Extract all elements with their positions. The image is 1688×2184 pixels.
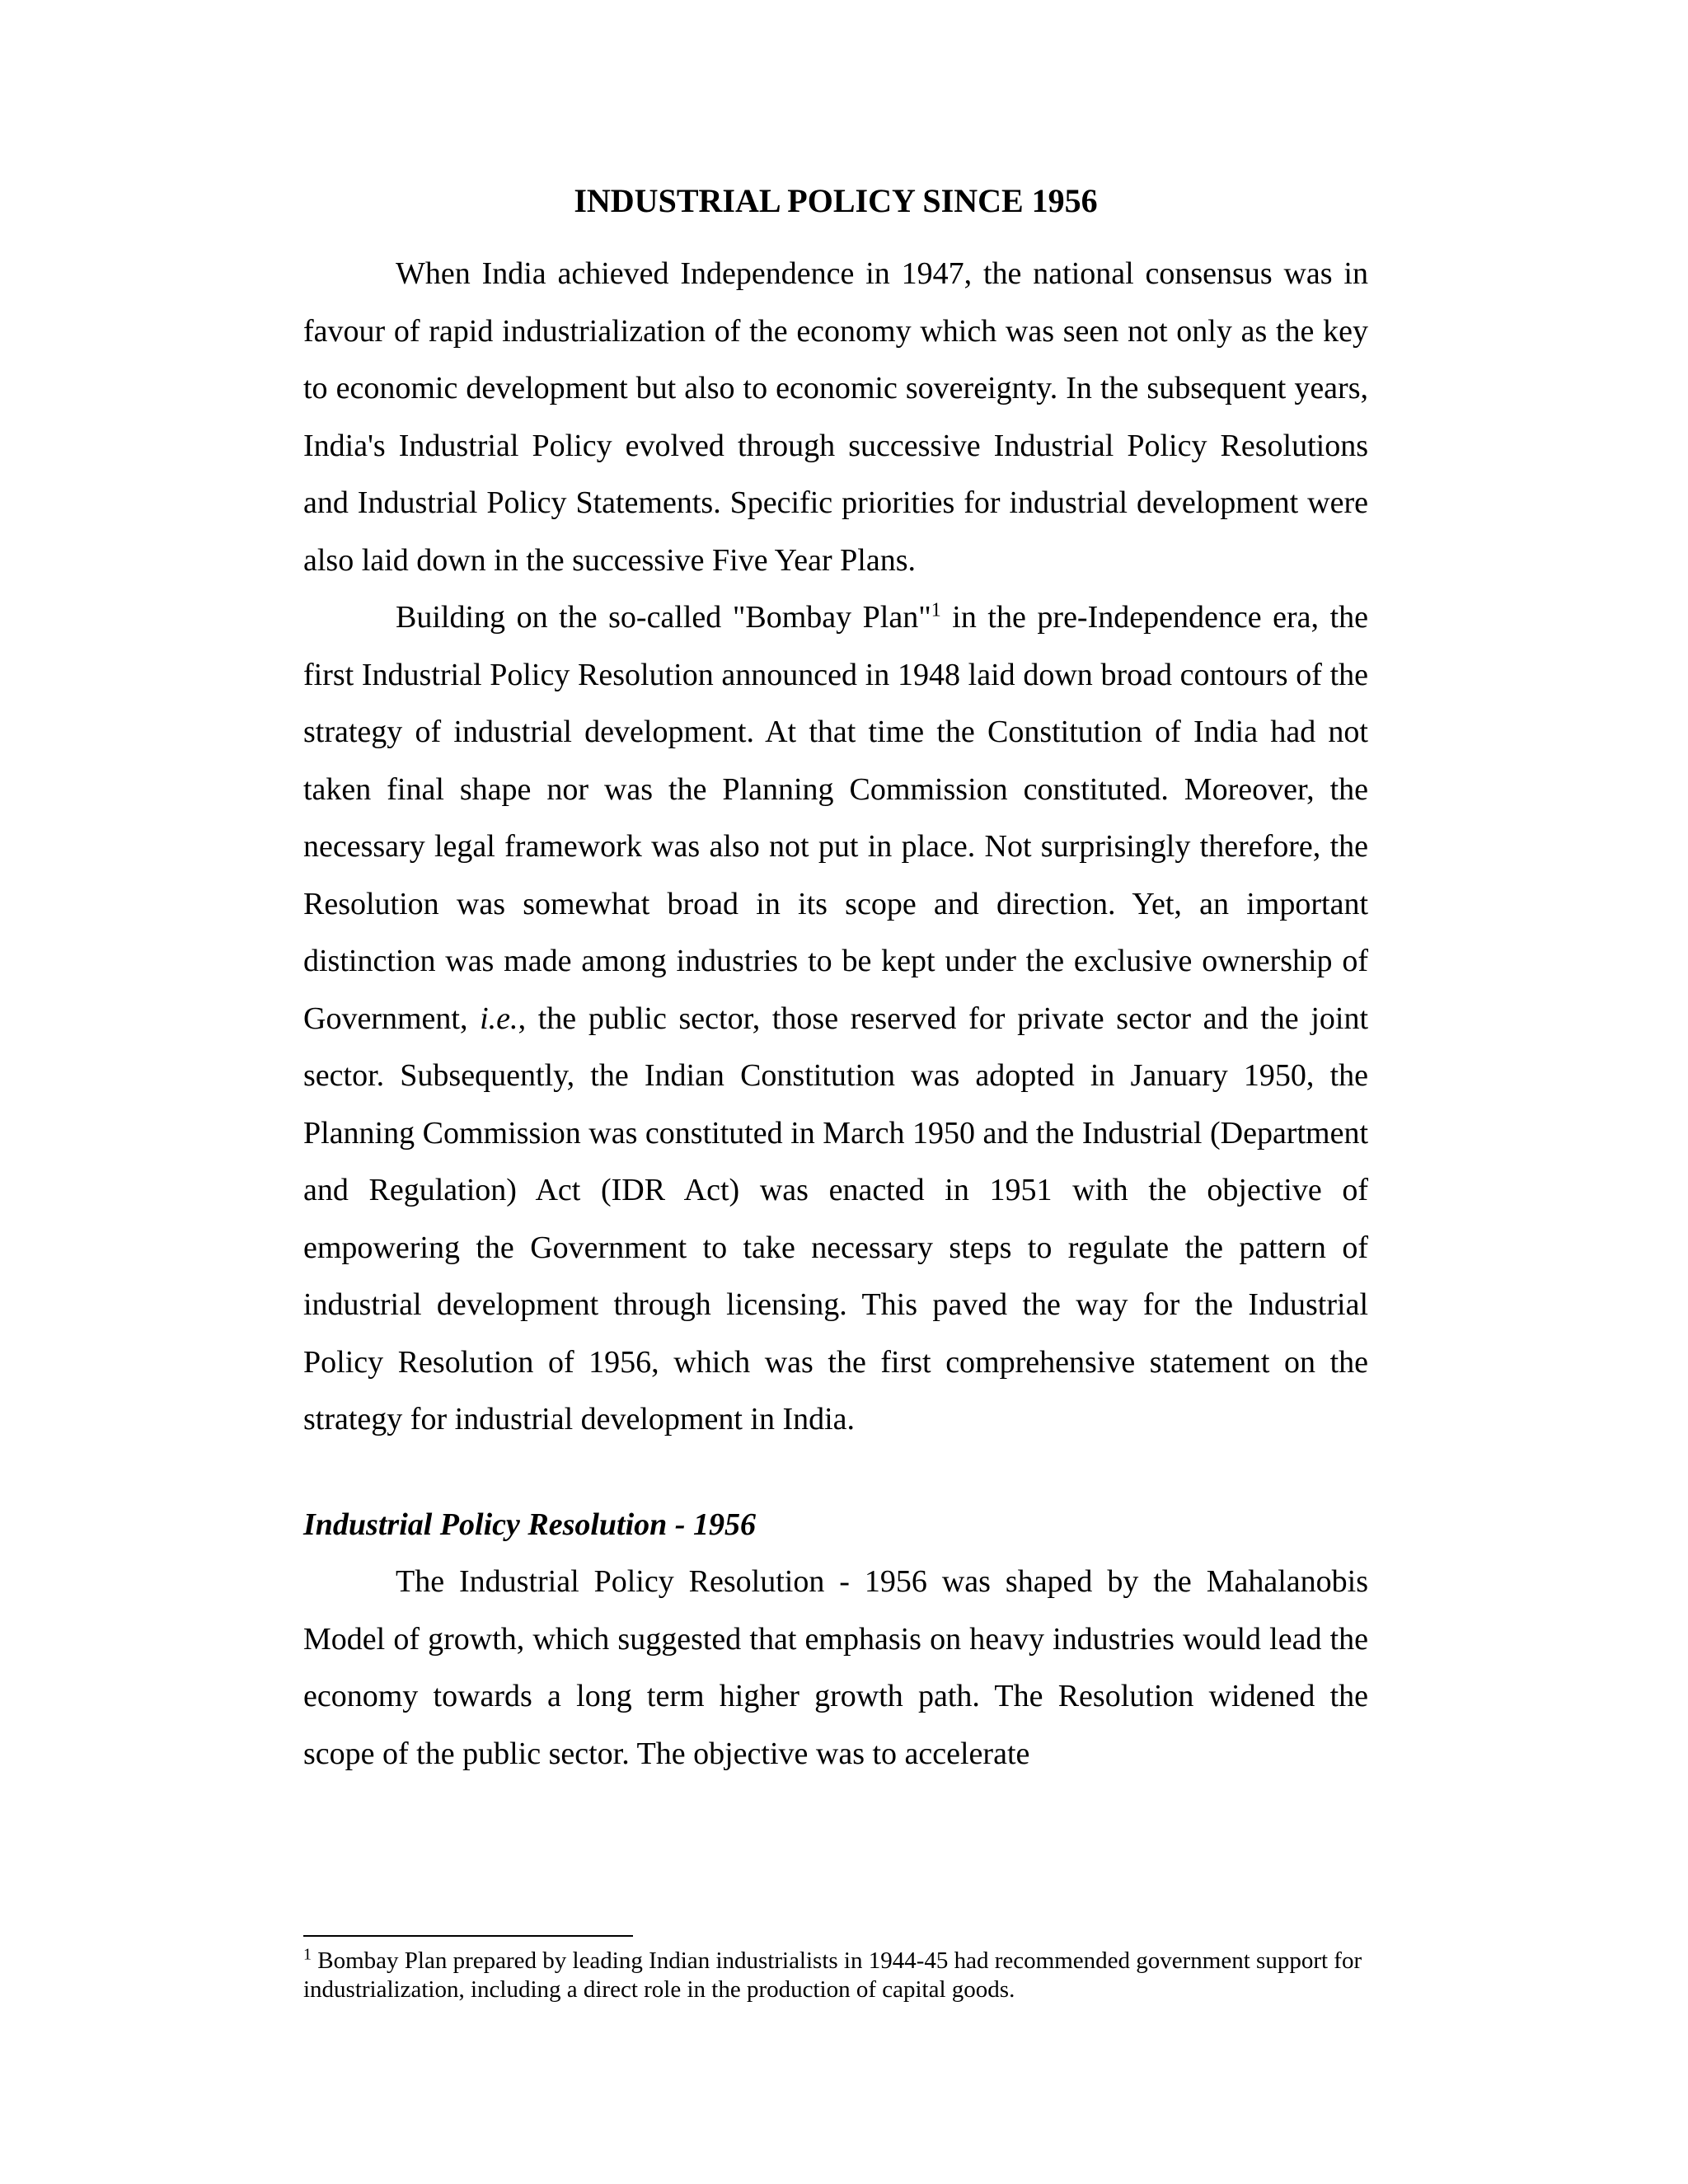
footnote-reference: 1: [931, 599, 941, 621]
paragraph-independence: When India achieved Independence in 1947, the national consensus was in favour of rapid industrialization of the economy which was seen not only as the key to economic development but also to economic sovereignty. In the subsequent years, India's Industrial Policy evolved through successive Industrial Policy Resolutions and Industrial Policy Statements. Specific priorities for industrial development were also laid down in the successive Five Year Plans.: [303, 256, 1368, 578]
section-spacer: [303, 1449, 1368, 1497]
footnote-divider: [303, 1935, 633, 1937]
section-heading: Industrial Policy Resolution - 1956: [303, 1507, 756, 1542]
footnote: [303, 1947, 1368, 2004]
footnote-marker: 1: [303, 1945, 312, 1964]
paragraph-mahalanobis: The Industrial Policy Resolution - 1956 was shaped by the Mahalanobis Model of growth, which suggested that emphasis on heavy industries would lead the economy towards a long term higher growth path. The Resolution widened the scope of the public sector. The objective was to accelerate: [303, 1564, 1368, 1771]
page-title: INDUSTRIAL POLICY SINCE 1956: [574, 182, 1098, 219]
paragraph-text: , the public sector, those reserved for private sector and the joint sector. Subsequently, the Indian Constitution was adopted in January 1950, the Planning Commission was constituted in March 1950 and the Industrial (Department and Regulation) Act (IDR Act) was enacted in 1951 with the objective of empowering the Government to take necessary steps to regulate the pattern of industrial development through licensing. This paved the way for the Industrial Policy Resolution of 1956, which was the first comprehensive statement on the strategy for industrial development in India.: [303, 1001, 1368, 1436]
paragraph-text: Building on the so-called "Bombay Plan": [396, 600, 931, 635]
paragraph-bombay-plan: [303, 589, 1368, 1449]
paragraph-text: in the pre-Independence era, the first Industrial Policy Resolution announced in 1948 laid down broad contours of the strategy of industrial development. At that time the Constitution of India had not taken final shape nor was the Planning Commission constituted. Moreover, the necessary legal framework was also not put in place. Not surprisingly therefore, the Resolution was somewhat broad in its scope and direction. Yet, an important distinction was made among industries to be kept under the exclusive ownership of Government,: [303, 600, 1368, 1036]
document-page: [303, 181, 1368, 1783]
italic-abbreviation: i.e.: [480, 1001, 518, 1036]
footnote-text: Bombay Plan prepared by leading Indian industrialists in 1944-45 had recommended government support for industrialization, including a direct role in the production of capital goods.: [303, 1947, 1362, 2003]
